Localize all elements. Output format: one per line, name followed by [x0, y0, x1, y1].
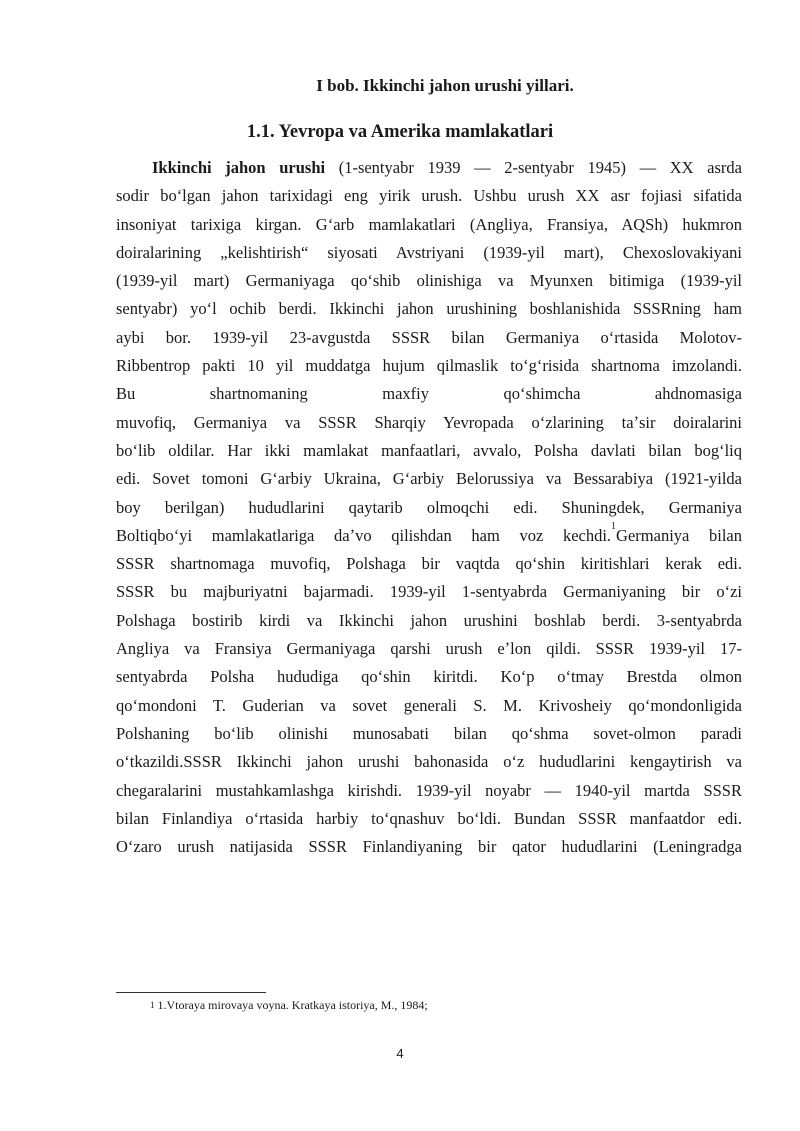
paragraph-line: Ikkinchi jahon urushi (1-sentyabr 1939 — 2-sentyabr 1945) — XX asrda	[152, 158, 742, 177]
paragraph-line: SSSR shartnomaga muvofiq, Polshaga bir vaqtda qoʻshin kiritishlari kerak edi.	[116, 554, 742, 574]
paragraph-line: edi. Sovet tomoni Gʻarbiy Ukraina, Gʻarbiy Belorussiya va Bessarabiya (1921-yilda	[116, 469, 742, 489]
paragraph-line: bilan Finlandiya oʻrtasida harbiy toʻqnashuv boʻldi. Bundan SSSR manfaatdor edi.	[116, 808, 742, 828]
footnote-text: 1.Vtoraya mirovaya voyna. Kratkaya istoriya, M., 1984;	[157, 998, 428, 1012]
chapter-title: I bob. Ikkinchi jahon urushi yillari.	[316, 76, 574, 95]
paragraph-line: boy berilgan) hududlarini qaytarib olmoqchi edi. Shuningdek, Germaniya	[116, 497, 742, 517]
paragraph-line: Oʻzaro urush natijasida SSSR Finlandiyaning bir qator hududlarini (Leningradga	[116, 837, 742, 857]
lead-bold-term: Ikkinchi jahon urushi	[152, 158, 326, 177]
paragraph-line: (1939-yil mart) Germaniyaga qoʻshib olinishiga va Myunxen bitimiga (1939-yil	[116, 271, 742, 291]
footnote-ref[interactable]: 1	[611, 521, 617, 532]
paragraph-line: aybi bor. 1939-yil 23-avgustda SSSR bilan Germaniya oʻrtasida Molotov-	[116, 327, 742, 347]
paragraph-line: sentyabrda Polsha hududiga qoʻshin kiritdi. Koʻp oʻtmay Brestda olmon	[116, 667, 742, 687]
footnote-marker: 1	[150, 1000, 155, 1010]
paragraph-line: insoniyat tarixiga kirgan. Gʻarb mamlakatlari (Angliya, Fransiya, AQSh) hukmron	[116, 214, 742, 234]
paragraph-line: Angliya va Fransiya Germaniyaga qarshi urush eʼlon qildi. SSSR 1939-yil 17-	[116, 639, 742, 659]
footnote-divider	[116, 992, 266, 993]
section-title: 1.1. Yevropa va Amerika mamlakatlari	[246, 122, 554, 142]
paragraph-line: Bu shartnomaning maxfiy qoʻshimcha ahdnomasiga	[116, 384, 742, 404]
paragraph-line: muvofiq, Germaniya va SSSR Sharqiy Yevropada oʻzlarining taʼsir doiralarini	[116, 412, 742, 432]
paragraph-line: boʻlib oldilar. Har ikki mamlakat manfaatlari, avvalo, Polsha davlati bilan bogʻliq	[116, 440, 742, 460]
paragraph-line: sentyabr) yoʻl ochib berdi. Ikkinchi jahon urushining boshlanishida SSSRning ham	[116, 299, 742, 319]
paragraph-line: doiralarining „kelishtirish“ siyosati Avstriyani (1939-yil mart), Chexoslovakiyani	[116, 242, 742, 262]
body-paragraph	[116, 154, 742, 861]
footnote	[150, 997, 428, 1013]
paragraph-line: Boltiqboʻyi mamlakatlariga daʼvo qilishdan ham voz kechdi.$^1$Germaniya bilan	[116, 521, 742, 545]
paragraph-line: chegaralarini mustahkamlashga kirishdi. 1939-yil noyabr — 1940-yil martda SSSR	[116, 780, 742, 800]
paragraph-line: Polshaga bostirib kirdi va Ikkinchi jahon urushini boshlab berdi. 3-sentyabrda	[116, 610, 742, 630]
paragraph-line: qoʻmondoni T. Guderian va sovet generali S. M. Krivosheiy qoʻmondonligida	[116, 695, 742, 715]
paragraph-line: Ribbentrop pakti 10 yil muddatga hujum qilmaslik toʻgʻrisida shartnoma imzolandi.	[116, 356, 742, 376]
paragraph-line: Polshaning boʻlib olinishi munosabati bilan qoʻshma sovet-olmon paradi	[116, 723, 742, 743]
page-number: 4	[396, 1046, 404, 1061]
paragraph-line: oʻtkazildi.SSSR Ikkinchi jahon urushi bahonasida oʻz hududlarini kengaytirish va	[116, 752, 742, 772]
paragraph-line: SSSR bu majburiyatni bajarmadi. 1939-yil 1-sentyabrda Germaniyaning bir oʻzi	[116, 582, 742, 602]
paragraph-line: sodir boʻlgan jahon tarixidagi eng yirik urush. Ushbu urush XX asr fojiasi sifatida	[116, 186, 742, 206]
